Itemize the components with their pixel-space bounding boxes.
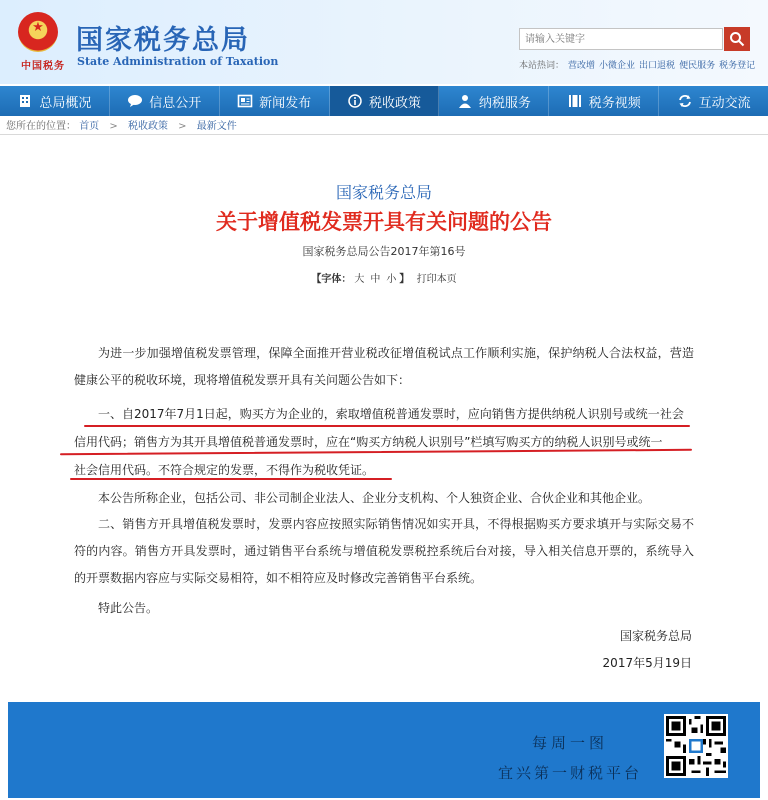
main-nav: [0, 86, 768, 116]
hot-word-link[interactable]: 出口退税: [639, 61, 676, 71]
search-icon: [729, 31, 745, 47]
breadcrumb-latest-docs[interactable]: 最新文件: [196, 121, 237, 132]
breadcrumb-prefix: 您所在的位置：: [6, 121, 76, 132]
hot-words-label: 本站热词：: [519, 61, 565, 71]
divider: [0, 134, 768, 135]
news-icon: [237, 94, 253, 108]
nav-item-tax-policy[interactable]: [330, 86, 440, 116]
document-number: 国家税务总局公告2017年第16号: [302, 245, 466, 258]
breadcrumb-tax-policy[interactable]: 税收政策: [127, 121, 168, 132]
nav-item-taxpayer-service[interactable]: [439, 86, 549, 116]
nav-label: 新闻发布: [259, 95, 312, 111]
site-title[interactable]: 国家税务总局: [76, 25, 250, 56]
font-size-bar: [0, 270, 768, 285]
nav-item-interaction[interactable]: [659, 86, 768, 116]
nav-label: 互动交流: [698, 95, 751, 111]
nav-item-news[interactable]: [220, 86, 330, 116]
hot-word-link[interactable]: 税务登记: [719, 61, 756, 71]
hot-words: [519, 58, 759, 71]
paragraph-rule1-line1: 一、自2017年7月1日起，购买方为企业的，索取增值税普通发票时，应向销售方提供纳税人识别号或统一社会: [98, 407, 684, 421]
nav-item-info-disclosure[interactable]: [110, 86, 220, 116]
footer-line2: 宜兴第一财税平台: [498, 764, 643, 782]
highlight-underline: [84, 425, 690, 427]
video-icon: [567, 94, 583, 108]
footer-line1: 每周一图: [532, 734, 609, 752]
national-emblem-icon[interactable]: ★: [18, 12, 58, 52]
emblem-caption: 中国税务: [21, 61, 65, 72]
hot-word-link[interactable]: 小微企业: [599, 61, 636, 71]
issue-date: 2017年5月19日: [602, 656, 692, 670]
chevron-right-icon: >: [109, 121, 118, 132]
breadcrumb: [6, 117, 237, 132]
refresh-icon: [677, 94, 693, 108]
print-page-link[interactable]: 打印本页: [416, 274, 457, 285]
nav-item-overview[interactable]: [0, 86, 110, 116]
paragraph-rule1-line3: 社会信用代码。不符合规定的发票，不得作为税收凭证。: [74, 463, 375, 477]
breadcrumb-home[interactable]: 首页: [79, 121, 100, 132]
chat-icon: [127, 94, 143, 108]
nav-label: 总局概况: [39, 95, 92, 111]
site-subtitle: State Administration of Taxation: [77, 55, 279, 68]
signature: 国家税务总局: [619, 629, 692, 643]
person-icon: [457, 94, 473, 108]
paragraph-rule1-line2: 信用代码；销售方为其开具增值税普通发票时，应在“购买方纳税人识别号”栏填写购买方的纳税人识别号或统一: [74, 435, 663, 449]
hot-word-link[interactable]: 营改增: [568, 61, 596, 71]
building-icon: [17, 94, 33, 108]
chevron-right-icon: >: [178, 121, 187, 132]
info-icon: [347, 94, 363, 108]
qr-code-icon: [664, 714, 728, 778]
article-title: 关于增值税发票开具有关问题的公告: [216, 210, 552, 234]
paragraph-scope: 本公告所称企业，包括公司、非公司制企业法人、企业分支机构、个人独资企业、合伙企业和其他企业。: [98, 491, 651, 505]
font-size-small[interactable]: 小: [386, 274, 397, 285]
site-header: [0, 0, 768, 84]
nav-label: 纳税服务: [478, 95, 531, 111]
highlight-underline: [70, 478, 392, 480]
paragraph-intro: 为进一步加强增值税发票管理，保障全面推开营业税改征增值税试点工作顺利实施，保护纳税人合法权益，营造健康公平的税收环境，现将增值税发票开具有关问题公告如下：: [74, 346, 694, 387]
font-size-close: 】: [399, 274, 410, 285]
font-size-medium[interactable]: 中: [370, 274, 381, 285]
nav-item-tax-video[interactable]: [549, 86, 659, 116]
hot-word-link[interactable]: 便民服务: [679, 61, 716, 71]
font-size-large[interactable]: 大: [354, 274, 365, 285]
search-button[interactable]: [724, 27, 750, 51]
issuing-agency: 国家税务总局: [335, 183, 432, 202]
nav-label: 税务视频: [588, 95, 641, 111]
nav-label: 税收政策: [369, 95, 422, 111]
footer-banner: [8, 702, 760, 798]
search-input[interactable]: [519, 28, 723, 50]
paragraph-closing: 特此公告。: [98, 601, 159, 615]
font-size-label: 【字体：: [311, 274, 352, 285]
paragraph-rule2: 二、销售方开具增值税发票时，发票内容应按照实际销售情况如实开具，不得根据购买方要求填开与实际交易不符的内容。销售方开具发票时，通过销售平台系统与增值税发票税控系统后台对接，导入相关信息开票的，系统导入的开票数据内容应与实际交易相符，如不相符应及时修改完善销售平台系统。: [74, 517, 694, 585]
nav-label: 信息公开: [149, 95, 202, 111]
